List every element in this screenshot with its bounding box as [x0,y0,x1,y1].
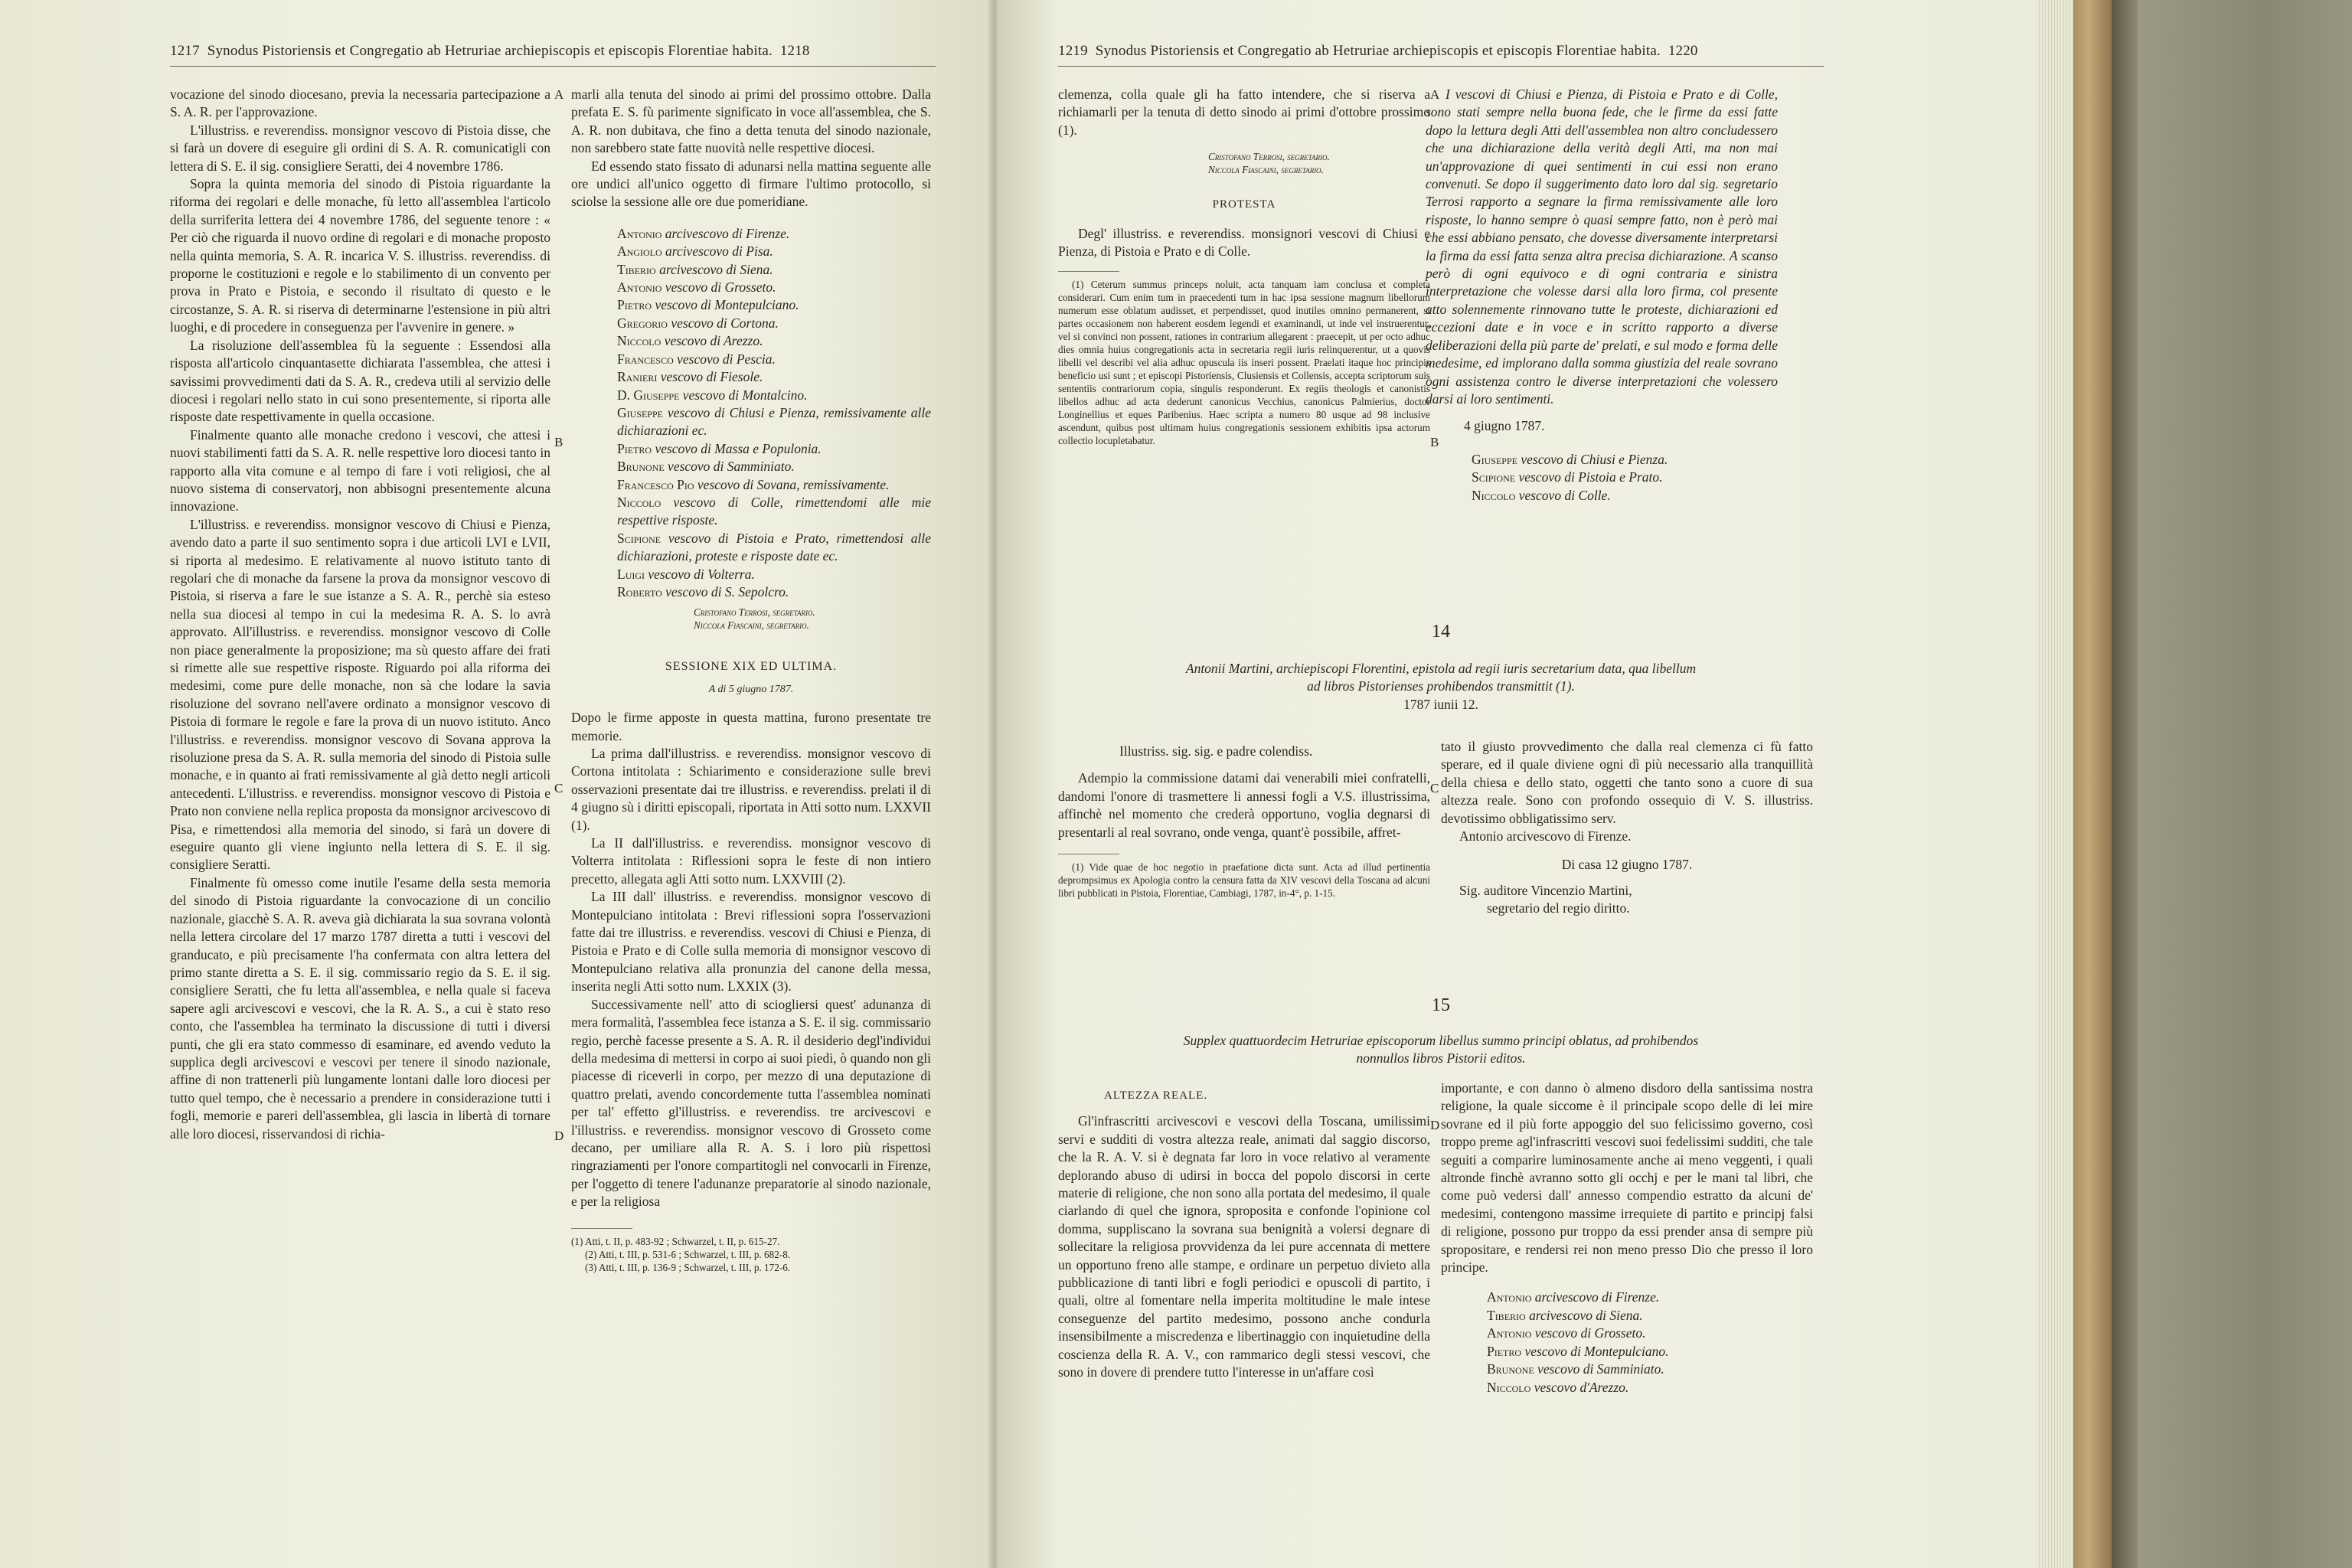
section-14-footnote [1058,861,1430,900]
right-header-page-number-1: 1219 [1058,43,1088,59]
signer-role: vescovo di Fiesole. [660,369,763,385]
col2-top-text [571,86,931,211]
margin-letter: B [1430,435,1439,449]
signer-role: vescovo d'Arezzo. [1534,1379,1629,1395]
right-page [997,0,2037,1568]
footnote-line: (3) Atti, t. III, p. 136-9 ; Schwarzel, t. III, p. 172-6. [585,1261,791,1273]
signer-name: Niccolo [1487,1379,1531,1395]
margin-letter: A [554,87,564,102]
signer-role: arcivescovo di Siena. [1529,1307,1643,1323]
signer-name: Ranieri [617,369,658,385]
signature-line [571,494,931,530]
signer-role: arcivescovo di Siena. [659,261,773,277]
signature-line [1441,1289,1813,1306]
section-14-signer: Antonio arcivescovo di Firenze. [1459,828,1632,844]
signer-name: Angiolo [617,243,662,260]
body-paragraph: Dopo le firme apposte in questa mattina, furono presentate tre memorie. [571,710,931,743]
signature-line [571,368,931,386]
signer-role: vescovo di Cortona. [671,315,779,331]
section-15-heading: ALTEZZA REALE. [1104,1089,1208,1102]
section-14-right-column [1441,738,1813,918]
section-14-title [1058,660,1824,714]
book-cover-edge [2073,0,2112,1568]
body-paragraph: La risoluzione dell'assemblea fù la seguente : Essendosi alla risposta all'articolo cinquantasette dichiarata l'assemblea, che attesi i savissimi provvedimenti dati da S. A. R., credeva utili al servizio delle diocesi i regolari nello stato in cui sono presentemente, si riporta alle risposte date respettivamente in quella occasione. [170,337,550,425]
signer-role: vescovo di Grosseto. [1534,1325,1646,1341]
signer-role: vescovo di S. Sepolcro. [665,583,789,599]
section-15-title-line-2: nonnullos libros Pistorii editos. [1356,1050,1526,1067]
signer-name: Francesco Pio [617,476,694,492]
signer-name: Scipione [1472,469,1516,485]
signature-list [571,225,931,602]
signature-line [1426,451,1778,469]
signer-name: Francesco [617,351,674,367]
right-column-4 [1426,86,1778,505]
signer-name: Luigi [617,566,645,582]
signer-role: vescovo di Chiusi e Pienza, remissivamente alle dichiarazioni ec. [617,404,931,439]
signer-role: arcivescovo di Firenze. [1534,1289,1660,1305]
signer-name: Tiberio [1487,1307,1526,1323]
signature-line [571,279,931,296]
signer-role: vescovo di Colle, rimettendomi alle mie respettive risposte. [617,494,932,528]
margin-letter: B [554,435,564,449]
signer-name: Scipione [617,530,662,546]
section-14-title-line-1: Antonii Martini, archiepiscopi Florentini, epistola ad regii iuris secretarium data, qua libellum [1185,661,1697,676]
body-paragraph: vocazione del sinodo diocesano, previa la necessaria partecipazione a S. A. R. per l'approvazione. [170,87,550,120]
signer-role: vescovo di Volterra. [648,566,755,582]
secretaries-block [571,606,931,632]
protesta-intro: Degl' illustriss. e reverendiss. monsignori vescovi di Chiusi e Pienza, di Pistoia e Prato e di Colle. [1058,225,1430,260]
protesta-title: PROTESTA [1212,198,1276,211]
signature-line [1441,1307,1813,1325]
section-15-left-column [1058,1087,1430,1382]
signer-role: vescovo di Colle. [1518,487,1611,503]
right-header-rule [1058,66,1824,67]
margin-letter: A [1430,87,1440,102]
section-14-title-line-2: ad libros Pistorienses prohibendos transmittit (1). [1307,678,1575,694]
signature-line [571,315,931,332]
signer-role: arcivescovo di Pisa. [665,243,773,260]
signer-name: Niccolo [617,494,662,510]
left-column-1 [170,86,550,1143]
body-paragraph: Finalmente quanto alle monache credono i vescovi, che attesi i nuovi stabilimenti fatti da S. A. R. nelle respettive loro diocesi tanto in rapporto alla vita comune e al tempo di fare i voti religiosi, che al nuovo sistema di conservatorj, non abbisogni presentemente alcuna innovazione. [170,426,550,514]
section-15-number: 15 [1432,995,1450,1015]
signer-name: Antonio [617,279,662,296]
left-header [170,43,810,60]
left-footnotes [571,1235,931,1274]
signature-line [1426,487,1778,505]
signer-name: Giuseppe [1472,451,1517,467]
signature-line [571,387,931,404]
margin-letter: D [554,1129,564,1143]
footnote-rule [1058,271,1119,272]
section-14-date: 1787 iunii 12. [1403,696,1478,712]
signer-role: arcivescovo di Firenze. [665,225,790,241]
signature-line [571,530,931,566]
cover-shadow [2112,0,2138,1568]
signature-line [571,243,931,260]
section-14-addressee-2: segretario del regio diritto. [1487,900,1630,916]
signer-role: vescovo di Grosseto. [665,279,776,296]
left-header-title: Synodus Pistoriensis et Congregatio ab Hetruriae archiepiscopis et episcopis Florentiae habita. [207,43,773,59]
section-15-title-line-1: Supplex quattuordecim Hetruriae episcoporum libellus summo principi oblatus, ad prohibendos [1183,1033,1699,1048]
section-15-right-column [1441,1080,1813,1396]
footnote-line: (1) Atti, t. II, p. 483-92 ; Schwarzel, t. II, p. 615-27. [571,1235,780,1247]
secretary-line: Niccola Fiascaini, segretario. [1208,164,1324,176]
signer-role: vescovo di Pescia. [677,351,776,367]
page-edges [2037,0,2073,1568]
signature-line [571,332,931,350]
signer-role: vescovo di Massa e Populonia. [655,440,822,456]
signature-line [571,404,931,440]
signer-name: Brunone [617,459,665,475]
section-14-left-text: Adempio la commissione datami dai venerabili miei confratelli, dandomi l'onore di trasmettere li annessi fogli a V.S. illustrissima, affinchè nel momento che crederà opportuno, voglia degnarsi di presentarli al real sovrano, onde venga, quant'è possibile, affret- [1058,770,1430,840]
section-15-left-text: Gl'infrascritti arcivescovi e vescovi della Toscana, umilissimi servi e sudditi di vostra altezza reale, animati dal saggio discorso, che la R. A. V. si è degnata far loro in voce relativo al veramente deplorando abuso di udirsi in bocca del popolo discorsi in certe materie di religione, che non sono alla portata del medesimo, il quale ciarlando di quel che ignora, sproposita e confonde l'opinione col domma, suppliscano la sovrana sua benignità a volersi degnare di sollecitare la religiosa provvidenza da lei pure accennata di mettere un opportuno freno alle stampe, e ordinare un perpetuo divieto alla pubblicazione di tanti libri e fogli periodici e opuscoli di partito, i quali, oltre al fomentare nella imperita moltitudine le male intese conseguenze del partito medesimo, possono anche condurla insensibilmente a miscredenza e libertinaggio con inquietudine della coscienza della R. A. V., con rammarico degli stessi vescovi, che sono in dovere di prendere tutto l'interesse in un'affare così [1058,1113,1430,1380]
left-page [0,0,992,1568]
body-paragraph: La II dall'illustriss. e reverendiss. monsignor vescovo di Volterra intitolata : Riflessioni sopra le feste di non intiero precetto, allegata agli Atti sotto num. LXXVIII (2). [571,835,931,887]
signer-role: vescovo di Pistoia e Prato. [1518,469,1663,485]
right-column-3 [1058,86,1430,447]
protesta-signatures [1426,451,1778,505]
footnote-line: (2) Atti, t. III, p. 531-6 ; Schwarzel, t. III, p. 682-8. [585,1248,791,1260]
signature-line [1441,1325,1813,1342]
section-14-number: 14 [1432,622,1450,642]
signer-role: vescovo di Pistoia e Prato, rimettendosi alle dichiarazioni, proteste e risposte date ec. [617,530,932,564]
signature-line [571,458,931,475]
signer-name: D. Giuseppe [617,387,680,403]
signature-line [571,566,931,583]
signer-name: Antonio [1487,1325,1532,1341]
session-title: SESSIONE XIX ED ULTIMA. [665,660,838,674]
signature-line [571,225,931,243]
signature-line [1441,1343,1813,1361]
signer-role: vescovo di Sovana, remissivamente. [697,476,890,492]
signer-name: Pietro [617,440,652,456]
protesta-body: I vescovi di Chiusi e Pienza, di Pistoia e Prato e di Colle, sono stati sempre nella buona fede, che le firme da essi fatte dopo la lettura degli Atti dell'assemblea non altro concludessero che una dichiarazione della verità degli Atti, ma non mai un'approvazione di quei sentimenti in cui essi non erano convenuti. Se dopo il suggerimento dato loro dal sig. segretario Terrosi rapporto a segnare la firma remissivamente alle loro risposte, lo hanno sempre ò quasi sempre fatto, non è però mai che essi abbiano pensato, che dovesse diversamente interpretarsi la firma da essi fatta senza altra precisa dichiarazione. A scanso però di ogni equivoco e di ogni contraria e sinistra interpretazione che volesse darsi alla loro firma, col presente atto solennemente rinnovano tutte le proteste, dichiarazioni ed eccezioni date e in voce e in scritto rapporto a diverse deliberazioni della più parte de' prelati, e sul modo e forma delle medesime, ed implorano dalla somma giustizia del reale sovrano ogni assistenza contro le diverse interpretazioni che volessero darsi ai loro sentimenti. [1426,87,1778,407]
signer-role: vescovo di Chiusi e Pienza. [1521,451,1668,467]
left-header-page-number-1: 1217 [170,43,200,59]
secretary-line: Cristofano Terrosi, segretario. [1208,151,1330,163]
left-header-page-number-2: 1218 [779,43,810,59]
signature-line [571,583,931,601]
signer-role: vescovo di Arezzo. [664,333,763,349]
signature-line [571,296,931,314]
body-paragraph: L'illustriss. e reverendiss. monsignor vescovo di Pistoia disse, che si farà un dovere di eseguire gli ordini di S. A. R. comunicatigli con lettera di S. E. il sig. consigliere Seratti, dei 4 novembre 1786. [170,122,550,174]
signature-line [1426,469,1778,486]
signer-name: Roberto [617,583,662,599]
section-15-right-text: importante, e con danno ò almeno disdoro della santissima nostra religione, la quale siccome è il principale scopo delle di lei mire sovrane ed il più forte appoggio del suo felicissimo governo, così troppo preme agl'infrascritti vescovi suoi fedelissimi sudditi, che tale seguiti a comparire luminosamente anche ai meno veggenti, i quali altronde finchè avranno sotto gli occhj e per le mani tal libri, che come può vedersi dall' annesso compendio estratto da alcuni de' medesimi, contengono massime irrequiete di partito e principj falsi di religione, possono pur troppo da essi prender ansa di sempre più spropositare, e rendersi rei non meno presso Dio che presso il loro principe. [1441,1080,1813,1276]
secretary-line: Cristofano Terrosi, segretario. [694,606,815,619]
signer-name: Gregorio [617,315,668,331]
right-header-title: Synodus Pistoriensis et Congregatio ab Hetruriae archiepiscopis et episcopis Florentiae habita. [1095,43,1661,59]
secretary-line: Niccola Fiascaini, segretario. [694,619,809,632]
signer-name: Pietro [1487,1343,1522,1359]
section-14-left-column [1058,743,1430,900]
body-paragraph: Sopra la quinta memoria del sinodo di Pistoia riguardante la riforma dei regolari e delle monache, fù letto all'assemblea l'articolo della surriferita lettera dei 4 novembre 1786, del seguente tenore : « Per ciò che riguarda il nuovo ordine di regolari e di monache proposto nella quinta memoria, S. A. R. incarica V. S. illustriss. reverendiss. di proporne le costituzioni e regole e lo stabilimento di un convento per prova in Prato e Pistoia, e secondo il risultato di questo e le circostanze, S. A. R. si riserva di determinarne l'estensione in più altri luoghi, e di procedere in conseguenza per l'avvenire in genere. » [170,176,550,335]
signature-line [571,440,931,458]
left-column-2 [571,86,931,1274]
signer-role: vescovo di Samminiato. [1537,1361,1664,1377]
section-14-right-text: tato il giusto provvedimento che dalla real clemenza ci fù fatto sperare, ed il quale diviene ogni dì più necessario alla tranquillità della chiesa e dello stato, oggetti che tanto sono a cuore di sua altezza reale. Sono con profondo ossequio di V. S. illustriss. devotissimo obbligatissimo serv. [1441,739,1813,826]
section-15-signatures [1441,1289,1813,1396]
margin-letter: C [554,781,564,795]
col3-secretaries [1058,150,1430,176]
session-date: A di 5 giugno 1787. [708,683,794,695]
body-paragraph: L'illustriss. e reverendiss. monsignor vescovo di Chiusi e Pienza, avendo dato a parte il suo sentimento sopra i due articoli LVI e LVII, si riporta al medesimo. E relativamente al nuovo istituto tanto di regolari che di monache da farsene la prova da monsignor vescovo di Pistoia, si riserva a fare le sue istanze a S. A. R., perchè sia esteso nella sua diocesi al tempo in cui la medesima R. A. S. lo avrà approvato. All'illustriss. e reverendiss. monsignor vescovo di Colle non piace generalmente la proposizione; ma sù questo affare dei frati si rimette alle sue respettive risposte. Riguardo poi alla riforma dei medesimi, come pure delle monache, non sà che lodare la savia risoluzione del sovrano nell'avere ordinato a monsignor vescovo di Pistoia di formare le regole e fare la prova di un nuovo istituto. Anco l'illustriss. e reverendiss. monsignor vescovo di Sovana approva la risoluzione presa da S. A. R. sulla memoria del sinodo di Pistoia sulle monache, e in quanto ai frati remissivamente al già detto negli articoli antecedenti. L'illustriss. e reverendiss. monsignor vescovo di Pistoia e Prato non conviene nella replica proposta da monsignor arcivescovo di Pisa, e rimettendosi alla memoria del sinodo, si farà un dovere di eseguire quanto gli viene ingiunto nella lettera di S. E. il sig. consigliere Seratti. [170,516,550,873]
col3-footnote [1058,278,1430,447]
right-header-page-number-2: 1220 [1668,43,1698,59]
footnote-rule [571,1228,632,1229]
body-paragraph: La prima dall'illustriss. e reverendiss. monsignor vescovo di Cortona intitolata : Schiarimento e considerazione sulle brevi osservazioni presentate dai tre illustriss. e reverendiss. prelati il di 4 giugno sù i diritti episcopali, riportata in Atti sotto num. LXXVII (1). [571,746,931,833]
signer-role: vescovo di Montepulciano. [1524,1343,1669,1359]
body-paragraph: Finalmente fù omesso come inutile l'esame della sesta memoria del sinodo di Pistoia riguardante la convocazione di un concilio nazionale, giacchè S. A. R. aveva già dichiarata la sua sovrana volontà nella lettera circolare del 17 marzo 1787 diretta a tutti i vescovi del granducato, e più precisamente l'ha confermata con altra lettera del primo stante diretta a S. E. il sig. commissario regio da S. E. il sig. consigliere Seratti, che fu letta all'assemblea, e nella quale si faceva sapere agli arcivescovi e vescovi, che la R. A. S., a cui è stato reso conto, che l'assemblea ha terminato la discussione di tutti i diversi punti, che gli era stato commesso di esaminare, ed avendo veduto la supplica degli arcivescovi e vescovi per tenere il sinodo nazionale, affine di non trattenerli più lungamente lontani dalle loro diocesi per tutto quel tempo, che è necessario a prendere in considerazione tutti i fogli, memorie e pareri dell'assemblea, gli lascia in libertà di tornare alle loro diocesi, risservandosi di richia- [170,874,550,1142]
signature-line [571,351,931,368]
background-surface [2136,0,2352,1568]
right-header [1058,43,1698,60]
body-paragraph: marli alla tenuta del sinodo ai primi del prossimo ottobre. Dalla prefata E. S. fù parimente significato in voce all'assemblea, che S. A. R. non dubitava, che fino a detta tenuta del sinodo nazionale, non sarebbero state fatte nuovità nelle respettive diocesi. [571,87,931,156]
left-header-rule [170,66,936,67]
section-14-salutation: Illustriss. sig. sig. e padre colendiss. [1119,743,1313,759]
signature-line [571,476,931,494]
signer-role: vescovo di Montepulciano. [655,297,799,313]
signer-role: vescovo di Montalcino. [682,387,808,403]
signer-name: Giuseppe [617,404,663,420]
body-paragraph: La III dall' illustriss. e reverendiss. monsignor vescovo di Montepulciano intitolata : Brevi riflessioni sopra l'osservazioni fatte dai tre illustriss. e reverendiss. vescovi di Chiusi e Pienza, di Pistoia e Prato e di Colle sulla memoria di monsignor vescovo di Montepulciano relativa alla pronunzia del canone della messa, inserita negli Atti sotto num. LXXIX (3). [571,889,931,995]
section-14-addressee-1: Sig. auditore Vincenzio Martini, [1459,882,1632,898]
signer-name: Antonio [1487,1289,1532,1305]
footnote-text: (1) Vide quae de hoc negotio in praefatione dicta sunt. Acta ad illud pertinentia deprompsimus ex Apologia contro la censura fatta da XIV vescovi della Toscana ad alcuni libri pubblicati in Pistoia, Florentiae, Cambiagi, 1787, in-4°, p. 1-15. [1058,861,1430,900]
signer-name: Niccolo [1472,487,1516,503]
signature-line [1441,1361,1813,1378]
signer-name: Antonio [617,225,662,241]
protesta-date: 4 giugno 1787. [1464,418,1545,434]
footnote-text: (1) Ceterum summus princeps noluit, acta tanquam iam conclusa et completa considerari. Cum enim tum in praecedenti tum in hac ipsa sessione magnum libellorum numerum esse oblatum audisset, et perpendisset, quod inutiles omnino permanerent, si partes occasionem non haberent eosdem legendi et examinandi, ut inde vel instruerentur, vel si convinci non possent, rationes in contrarium allegarent : praecepit, ut per octo adhuc dies omnia huius congregationis acta in secretaria regii iuris relinquerentur, ut a quovis libelli vel describi vel alia adhuc opuscula iis inseri possent. Praelati itaque hoc principis beneficio usi sunt ; et episcopi Pistoriensis, Clusiensis et Collensis, accepta scriptorum suis sententiis contrariorum copia, singulis responderunt. Ex regiis theologis et canonistis libellos adhuc ad acta dederunt canonicus Vecchius, canonicus Palmierius, doctor Longinellius et eques Paribenius. Haec scripta a numero 80 usque ad 98 inclusive ascendunt, quibus post ultimam huius congregationis sessionem exhibitis ipsa actorum collectio locupletabatur. [1058,279,1430,447]
signer-role: vescovo di Samminiato. [668,459,795,475]
signature-line [571,261,931,279]
margin-letter: D [1430,1118,1440,1132]
body-paragraph: Ed essendo stato fissato di adunarsi nella mattina seguente alle ore undici all'unico oggetto di firmare l'ultimo protocollo, si sciolse la sessione alle ore due pomeridiane. [571,158,931,210]
margin-letter: C [1430,781,1439,795]
section-14-place-date: Di casa 12 giugno 1787. [1561,857,1693,873]
signature-line [1441,1379,1813,1396]
col2-bottom-text [571,709,931,1210]
signer-name: Niccolo [617,333,662,349]
body-paragraph: Successivamente nell' atto di sciogliersi quest' adunanza di mera formalità, l'assemblea fece istanza a S. E. il sig. commissario regio, perchè facesse presente a S. A. R. il desiderio degl'individui della medesima di mettersi in corpo ai suoi piedi, ò quando non gli piacesse di riceverli in corpo, per mezzo di una deputazione di quattro prelati, avendo concordemente tutta l'assemblea nominati per tal' effetto gl'illustriss. e reverendiss. tre arcivescovi e l'illustriss. e reverendiss. monsignor vescovo di Grosseto come decano, per umiliare alla R. A. S. i loro più rispettosi ringraziamenti per l'onore compartitogli nel convocarli in Firenze, per l'oggetto di tenere l'adunanze preparatorie al sinodo nazionale, e per la religiosa [571,996,931,1210]
signer-name: Tiberio [617,261,656,277]
signer-name: Brunone [1487,1361,1534,1377]
section-15-title [1058,1032,1824,1068]
col3-opening-text: clemenza, colla quale gli ha fatto intendere, che si riserva a richiamarli per la tenuta di detto sinodo ai primi d'ottobre prossimo (1). [1058,87,1430,138]
signer-name: Pietro [617,297,652,313]
